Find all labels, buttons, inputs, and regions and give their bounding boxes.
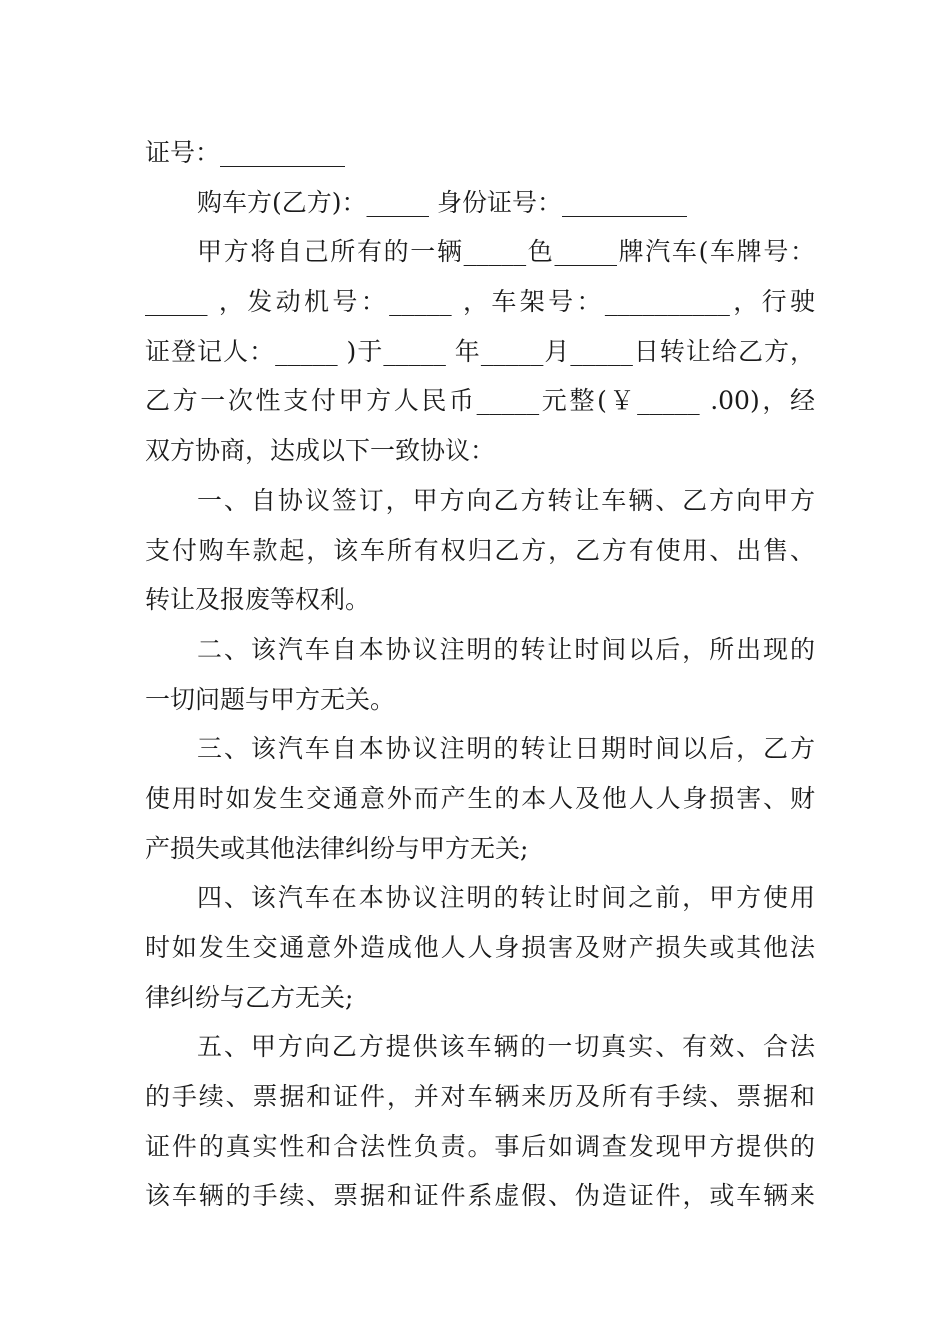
line-registrant-date: 证登记人：_____ )于_____ 年_____月_____日转让给乙方， xyxy=(145,336,815,366)
clause-1-line-1: 一、自协议签订，甲方向乙方转让车辆、乙方向甲方 xyxy=(197,485,815,515)
clause-3-line-2: 使用时如发生交通意外而产生的本人及他人人身损害、财 xyxy=(145,783,815,813)
line-buyer: 购车方(乙方)：_____ 身份证号：__________ xyxy=(197,187,687,217)
agreement-body xyxy=(145,128,815,1221)
clause-5-line-1: 五、甲方向乙方提供该车辆的一切真实、有效、合法 xyxy=(197,1032,815,1062)
line-id-number: 证号：__________ xyxy=(145,138,346,167)
clause-3-line-1: 三、该汽车自本协议注明的转让日期时间以后，乙方 xyxy=(197,734,815,764)
clause-1-line-3: 转让及报废等权利。 xyxy=(145,585,371,615)
line-agreement-lead: 双方协商，达成以下一致协议： xyxy=(145,436,496,466)
clause-3-line-3: 产损失或其他法律纠纷与甲方无关; xyxy=(145,833,529,863)
clause-1-line-2: 支付购车款起，该车所有权归乙方，乙方有使用、出售、 xyxy=(145,535,815,565)
line-vehicle-intro: 甲方将自己所有的一辆_____色_____牌汽车(车牌号： xyxy=(197,237,815,267)
clause-4-line-2: 时如发生交通意外造成他人人身损害及财产损失或其他法 xyxy=(145,933,815,962)
clause-4-line-1: 四、该汽车在本协议注明的转让时间之前，甲方使用 xyxy=(197,883,815,913)
line-engine-frame: _____ ，发动机号：_____ ，车架号：__________，行驶 xyxy=(145,287,815,317)
clause-5-line-4: 该车辆的手续、票据和证件系虚假、伪造证件，或车辆来 xyxy=(145,1181,815,1211)
clause-5-line-2: 的手续、票据和证件，并对车辆来历及所有手续、票据和 xyxy=(145,1082,815,1112)
clause-2-line-2: 一切问题与甲方无关。 xyxy=(145,684,396,714)
clause-5-line-3: 证件的真实性和合法性负责。事后如调查发现甲方提供的 xyxy=(145,1131,815,1161)
line-payment: 乙方一次性支付甲方人民币_____元整(￥_____ .00)，经 xyxy=(145,386,815,416)
clause-4-line-3: 律纠纷与乙方无关; xyxy=(145,982,354,1012)
clause-2-line-1: 二、该汽车自本协议注明的转让时间以后，所出现的 xyxy=(197,634,815,664)
